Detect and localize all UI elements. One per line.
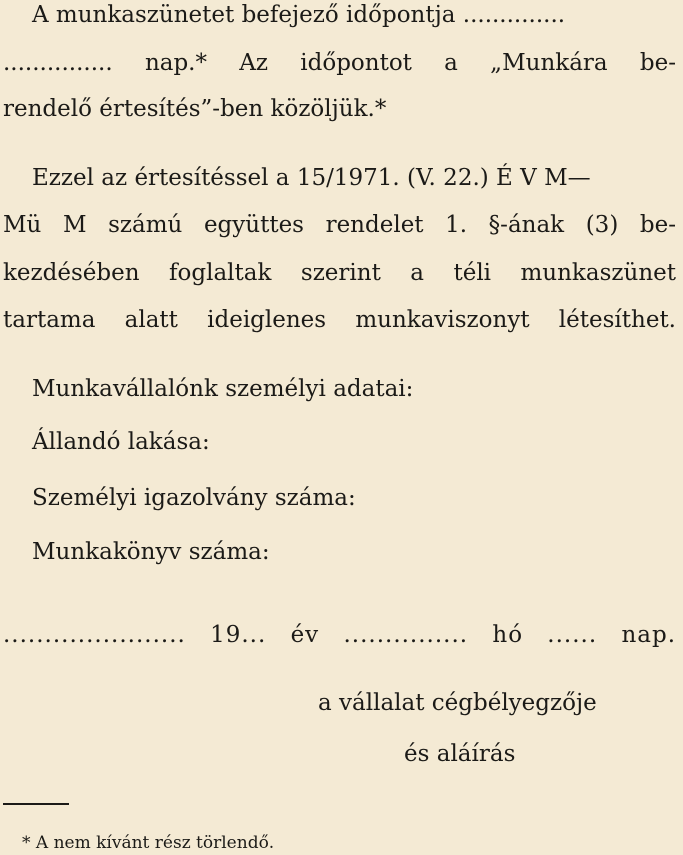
signature-line1: a vállalat cégbélyegzője: [318, 690, 597, 716]
paragraph2-line2: Mü M számú együttes rendelet 1. §-ának (3) be-: [3, 212, 676, 238]
field-personal-data: Munkavállalónk személyi adatai:: [32, 376, 414, 402]
field-address: Állandó lakása:: [32, 429, 210, 455]
date-line: ...................... 19... év ............... hó ...... nap.: [3, 622, 676, 648]
field-id-number: Személyi igazolvány száma:: [32, 485, 356, 511]
paragraph1-line3: rendelő értesítés”-ben közöljük.*: [3, 96, 387, 122]
footnote: * A nem kívánt rész törlendő.: [22, 833, 275, 853]
paragraph1-line1: A munkaszünetet befejező időpontja ..............: [32, 2, 566, 28]
field-workbook-number: Munkakönyv száma:: [32, 539, 270, 565]
signature-line2: és aláírás: [404, 741, 516, 767]
paragraph2-line1: Ezzel az értesítéssel a 15/1971. (V. 22.) É V M—: [32, 165, 591, 191]
paragraph2-line3: kezdésében foglaltak szerint a téli munkaszünet: [3, 260, 676, 286]
paragraph1-line2: ............... nap.* Az időpontot a „Munkára be-: [3, 50, 676, 76]
paragraph2-line4: tartama alatt ideiglenes munkaviszonyt létesíthet.: [3, 307, 676, 333]
footnote-divider: [3, 803, 69, 805]
